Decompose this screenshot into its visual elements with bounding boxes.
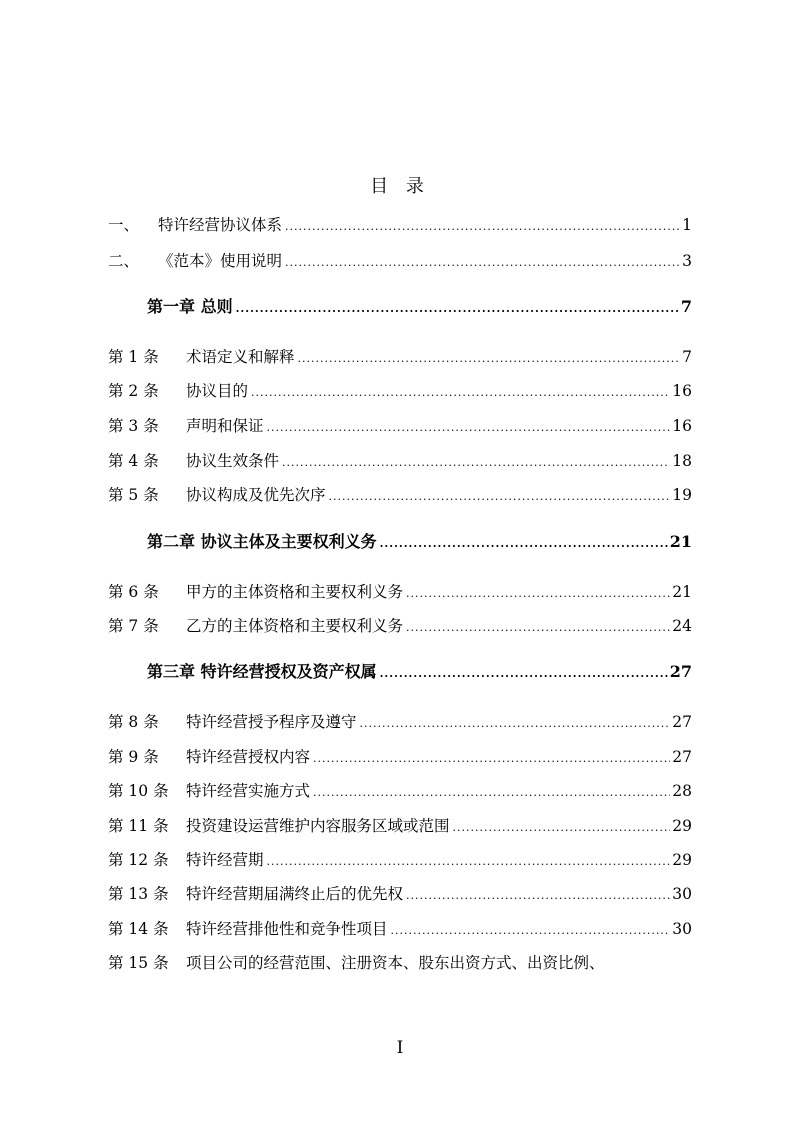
toc-chapter[interactable] bbox=[147, 659, 692, 683]
toc-entry[interactable] bbox=[108, 848, 692, 872]
toc-entry-page: 27 bbox=[672, 748, 692, 766]
toc-entry[interactable] bbox=[108, 449, 692, 473]
toc-entry[interactable] bbox=[108, 249, 692, 273]
toc-entry-number: 第 7 条 bbox=[108, 617, 159, 635]
dot-leader bbox=[282, 456, 670, 469]
toc-entry-number: 第 14 条 bbox=[108, 920, 169, 938]
toc-chapter-page: 21 bbox=[669, 532, 692, 551]
toc-entry[interactable] bbox=[108, 951, 692, 975]
toc-entry[interactable] bbox=[108, 745, 692, 769]
page-number: I bbox=[396, 1038, 404, 1058]
toc-chapter-title: 第一章 总则 bbox=[147, 297, 233, 316]
toc-entry-page: 19 bbox=[672, 486, 692, 504]
toc-chapter[interactable] bbox=[147, 294, 692, 318]
dot-leader bbox=[380, 537, 668, 550]
toc-entry-page: 1 bbox=[682, 216, 692, 234]
toc-entry-label: 声明和保证 bbox=[186, 417, 264, 435]
toc-chapter-title: 第二章 协议主体及主要权利义务 bbox=[147, 532, 377, 551]
toc-entry-number: 二、 bbox=[108, 252, 140, 270]
toc-entry[interactable] bbox=[108, 414, 692, 438]
toc-entry-label: 特许经营期 bbox=[186, 851, 264, 869]
toc-entry[interactable] bbox=[108, 917, 692, 941]
toc-entry[interactable] bbox=[108, 483, 692, 507]
toc-entry-number: 第 3 条 bbox=[108, 417, 159, 435]
toc-entry-label: 投资建设运营维护内容服务区域或范围 bbox=[186, 817, 450, 835]
dot-leader bbox=[453, 821, 671, 834]
toc-entry-page: 21 bbox=[672, 583, 692, 601]
toc-entry-label: 术语定义和解释 bbox=[186, 348, 295, 366]
toc-entry-label: 项目公司的经营范围、注册资本、股东出资方式、出资比例、 bbox=[186, 954, 605, 972]
dot-leader bbox=[267, 421, 671, 434]
toc-chapter-title: 第三章 特许经营授权及资产权属 bbox=[147, 662, 377, 681]
toc-entry-page: 30 bbox=[672, 920, 692, 938]
toc-entry[interactable] bbox=[108, 345, 692, 369]
toc-entry-label: 《范本》使用说明 bbox=[158, 252, 283, 270]
dot-leader bbox=[313, 786, 670, 799]
toc-entry-number: 第 2 条 bbox=[108, 382, 159, 400]
toc-entry-page: 24 bbox=[672, 617, 692, 635]
toc-entry[interactable] bbox=[108, 580, 692, 604]
toc-entry-label: 协议生效条件 bbox=[186, 452, 280, 470]
toc-entry[interactable] bbox=[108, 710, 692, 734]
dot-leader bbox=[267, 855, 671, 868]
dot-leader bbox=[251, 386, 670, 399]
toc-entry[interactable] bbox=[108, 379, 692, 403]
toc-entry-page: 7 bbox=[682, 348, 692, 366]
toc-entry-number: 第 10 条 bbox=[108, 782, 169, 800]
toc-entry[interactable] bbox=[108, 814, 692, 838]
toc-entry-label: 特许经营协议体系 bbox=[158, 216, 283, 234]
toc-entry-page: 16 bbox=[672, 382, 692, 400]
toc-entry-page: 3 bbox=[682, 252, 692, 270]
toc-entry-label: 协议目的 bbox=[186, 382, 249, 400]
toc-entry-number: 一、 bbox=[108, 216, 140, 234]
dot-leader bbox=[313, 752, 670, 765]
toc-entry-number: 第 4 条 bbox=[108, 452, 159, 470]
dot-leader bbox=[391, 924, 671, 937]
toc-entry-page: 28 bbox=[672, 782, 692, 800]
toc-entry-label: 特许经营期届满终止后的优先权 bbox=[186, 885, 404, 903]
toc-entry-number: 第 8 条 bbox=[108, 713, 159, 731]
toc-entry-label: 特许经营授权内容 bbox=[186, 748, 311, 766]
toc-entry-page: 29 bbox=[672, 851, 692, 869]
toc-entry-label: 特许经营实施方式 bbox=[186, 782, 311, 800]
toc-title: 目 录 bbox=[370, 176, 430, 197]
toc-chapter[interactable] bbox=[147, 529, 692, 553]
toc-entry-number: 第 11 条 bbox=[108, 817, 169, 835]
toc-entry[interactable] bbox=[108, 213, 692, 237]
dot-leader bbox=[236, 302, 679, 315]
dot-leader bbox=[406, 587, 670, 600]
dot-leader bbox=[285, 220, 680, 233]
toc-chapter-page: 27 bbox=[669, 662, 692, 681]
dot-leader bbox=[406, 621, 670, 634]
toc-entry[interactable] bbox=[108, 882, 692, 906]
dot-leader bbox=[380, 667, 668, 680]
toc-entry-label: 特许经营授予程序及遵守 bbox=[186, 713, 357, 731]
toc-entry-page: 27 bbox=[672, 713, 692, 731]
dot-leader bbox=[298, 352, 681, 365]
toc-entry-number: 第 12 条 bbox=[108, 851, 169, 869]
dot-leader bbox=[329, 490, 671, 503]
dot-leader bbox=[406, 889, 670, 902]
toc-entry-label: 甲方的主体资格和主要权利义务 bbox=[186, 583, 404, 601]
toc-entry-page: 30 bbox=[672, 885, 692, 903]
toc-entry-label: 乙方的主体资格和主要权利义务 bbox=[186, 617, 404, 635]
dot-leader bbox=[285, 256, 680, 269]
dot-leader bbox=[360, 717, 671, 730]
toc-entry-page: 16 bbox=[672, 417, 692, 435]
toc-entry[interactable] bbox=[108, 779, 692, 803]
toc-entry-label: 特许经营排他性和竞争性项目 bbox=[186, 920, 388, 938]
toc-entry-page: 18 bbox=[672, 452, 692, 470]
toc-entry[interactable] bbox=[108, 614, 692, 638]
toc-entry-number: 第 5 条 bbox=[108, 486, 159, 504]
toc-entry-page: 29 bbox=[672, 817, 692, 835]
toc-entry-label: 协议构成及优先次序 bbox=[186, 486, 326, 504]
toc-entry-number: 第 6 条 bbox=[108, 583, 159, 601]
toc-entry-number: 第 1 条 bbox=[108, 348, 159, 366]
toc-entry-number: 第 13 条 bbox=[108, 885, 169, 903]
toc-entry-number: 第 15 条 bbox=[108, 954, 169, 972]
toc-entry-number: 第 9 条 bbox=[108, 748, 159, 766]
toc-chapter-page: 7 bbox=[680, 297, 692, 316]
